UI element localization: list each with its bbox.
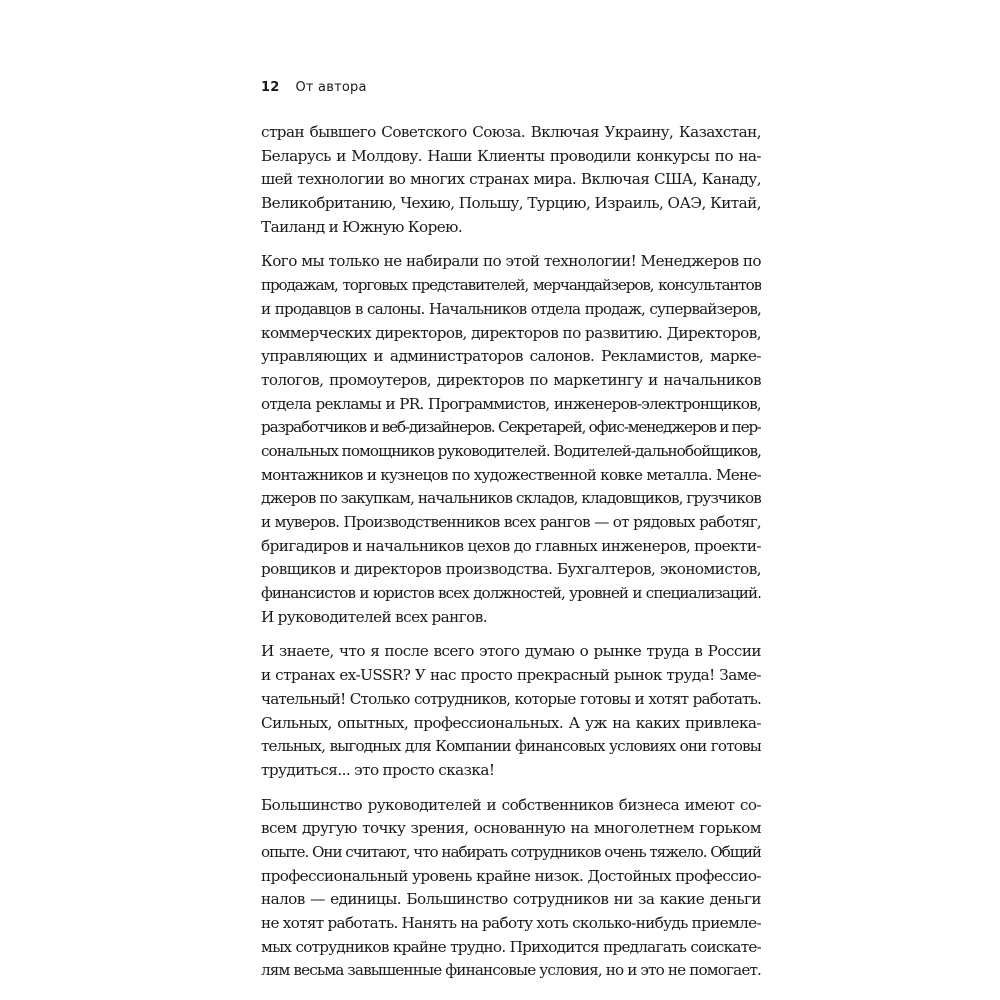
text-line: шей технологии во многих странах мира. Включая США, Канаду, (261, 170, 761, 189)
text-line: трудиться... это просто сказка! (261, 760, 495, 779)
text-line: И руководителей всех рангов. (261, 607, 488, 626)
text-line: управляющих и администраторов салонов. Рекламистов, марке- (261, 347, 761, 366)
text-line: налов — единицы. Большинство сотрудников ни за какие деньги (261, 890, 761, 909)
text-line: и продавцов в салоны. Начальников отдела продаж, супервайзеров, (261, 299, 761, 318)
text-line: джеров по закупкам, начальников складов, кладовщиков, грузчиков (261, 489, 761, 508)
paragraph-1 (261, 121, 761, 239)
section-title: От автора (295, 80, 367, 95)
text-line: сональных помощников руководителей. Водителей-дальнобойщиков, (261, 441, 761, 460)
text-line: Великобританию, Чехию, Польшу, Турцию, Израиль, ОАЭ, Китай, (261, 194, 761, 213)
text-line: Беларусь и Молдову. Наши Клиенты проводили конкурсы по на- (261, 146, 761, 165)
paragraph-2 (261, 250, 761, 629)
text-line: бригадиров и начальников цехов до главных инженеров, проекти- (261, 536, 761, 555)
text-line: не хотят работать. Нанять на работу хоть сколько-нибудь приемле- (261, 914, 761, 932)
text-line: всем другую точку зрения, основанную на многолетнем горьком (261, 819, 761, 838)
text-line: тельных, выгодных для Компании финансовых условиях они готовы (261, 737, 761, 756)
text-line: монтажников и кузнецов по художественной ковке металла. Мене- (261, 465, 761, 484)
running-head (261, 80, 367, 95)
text-line: профессиональный уровень крайне низок. Достойных профессио- (261, 866, 761, 885)
paragraph-4 (261, 794, 761, 984)
text-line: и странах ex-USSR? У нас просто прекрасный рынок труда! Заме- (261, 666, 761, 685)
text-line: Сильных, опытных, профессиональных. А уж на каких привлека- (261, 713, 761, 732)
paragraph-3 (261, 640, 761, 782)
body-text (261, 121, 761, 994)
text-line: лям весьма завышенные финансовые условия, но и это не помогает. (261, 961, 761, 980)
page-number: 12 (261, 80, 280, 95)
text-line: продажам, торговых представителей, мерчандайзеров, консультантов (261, 276, 761, 295)
text-line: финансистов и юристов всех должностей, уровней и специализаций. (261, 584, 761, 603)
text-line: коммерческих директоров, директоров по развитию. Директоров, (261, 323, 761, 342)
text-line: чательный! Столько сотрудников, которые готовы и хотят работать. (261, 689, 761, 708)
text-line: отдела рекламы и PR. Программистов, инженеров-электронщиков, (261, 394, 761, 413)
text-line: И знаете, что я после всего этого думаю о рынке труда в России (261, 642, 761, 661)
text-line: ровщиков и директоров производства. Бухгалтеров, экономистов, (261, 560, 761, 579)
text-line: Кого мы только не набирали по этой технологии! Менеджеров по (261, 252, 761, 271)
text-line: Таиланд и Южную Корею. (261, 217, 463, 236)
text-line: тологов, промоутеров, директоров по маркетингу и начальников (261, 370, 761, 389)
text-line: разработчиков и веб-дизайнеров. Секретарей, офис-менеджеров и пер- (261, 418, 761, 437)
text-line: стран бывшего Советского Союза. Включая Украину, Казахстан, (261, 123, 761, 141)
text-line: Большинство руководителей и собственников бизнеса имеют со- (261, 795, 761, 814)
text-line: мых сотрудников крайне трудно. Приходится предлагать соискате- (261, 937, 761, 956)
text-line: опыте. Они считают, что набирать сотрудников очень тяжело. Общий (261, 842, 761, 861)
text-line: и муверов. Производственников всех рангов — от рядовых работяг, (261, 513, 761, 531)
